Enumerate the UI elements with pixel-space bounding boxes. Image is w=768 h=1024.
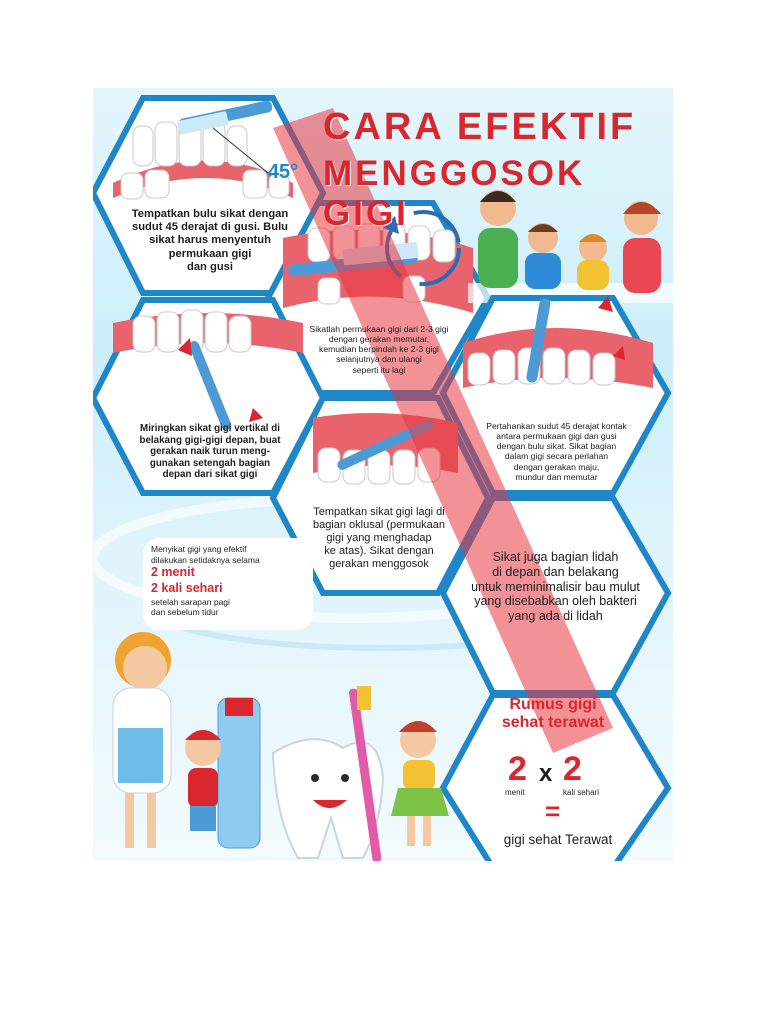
step6-line: yang ada di lidah	[508, 609, 603, 623]
formula-label-times: kali sehari	[563, 788, 600, 797]
step5-line: bagian oklusal (permukaan	[312, 518, 446, 531]
formula-title-line: sehat terawat	[501, 714, 605, 731]
step3-line: Miringkan sikat gigi vertikal di	[140, 423, 280, 434]
step2-line: dengan gerakan memutar,	[328, 334, 430, 345]
step4-line: antara permukaan gigi dan gusi	[496, 431, 617, 442]
step2-line: seperti itu lagi	[352, 364, 406, 375]
step3-line: gunakan setengah bagian	[149, 457, 271, 469]
doctor-illustration	[113, 632, 171, 848]
step4-line: Pertahankan sudut 45 derajat kontak	[486, 421, 627, 431]
note-highlight-duration: 2 menit	[151, 565, 195, 580]
step4-line: dengan gerakan maju,	[513, 461, 600, 472]
step1-line: sikat harus menyentuh	[149, 234, 271, 247]
angle-label: 45°	[267, 161, 299, 183]
step1-line: sudut 45 derajat di gusi. Bulu	[131, 221, 289, 234]
formula-result: gigi sehat Terawat	[503, 832, 613, 847]
note-text	[151, 544, 301, 618]
title-line2: MENGGOSOK GIGI	[323, 154, 586, 233]
formula-label-minutes: menit	[505, 788, 525, 797]
boy-toothpaste-illustration	[185, 698, 260, 848]
formula-number-times: 2	[563, 750, 582, 788]
step3-line: gerakan naik turun meng-	[150, 446, 270, 458]
step2-line: selanjutnya dan ulangi	[336, 354, 422, 365]
step6-text	[453, 550, 658, 624]
step3-line: depan dari sikat gigi	[162, 469, 258, 481]
poster	[93, 88, 673, 861]
note-line: Menyikat gigi yang efektif	[151, 544, 247, 554]
formula-title-line: Rumus gigi	[509, 696, 597, 713]
step6-line: yang disebabkan oleh bakteri	[474, 594, 637, 609]
step2-line: Sikatlah permukaan gigi dari 2-3 gigi	[309, 324, 449, 334]
step6-line: Sikat juga bagian lidah	[492, 550, 619, 564]
note-highlight-frequency: 2 kali sehari	[151, 580, 223, 595]
formula-equals-sign: =	[545, 796, 561, 826]
formula-times-sign: x	[539, 760, 553, 787]
formula-title	[478, 696, 628, 732]
step1-text	[115, 208, 305, 274]
step4-line: dalam gigi secara perlahan	[504, 451, 609, 462]
step5-line: ke atas). Sikat dengan	[324, 544, 434, 557]
step4-line: dengan bulu sikat. Sikat bagian	[496, 441, 617, 452]
formula-number-minutes: 2	[508, 750, 527, 788]
step1-line: dan gusi	[187, 260, 233, 273]
step3-text	[115, 423, 305, 481]
step5-line: Tempatkan sikat gigi lagi di	[313, 506, 445, 518]
step2-line: kemudian berpindah ke 2-3 gigi	[319, 344, 439, 355]
step6-line: di depan dan belakang	[492, 564, 619, 579]
step5-text	[289, 506, 469, 571]
step1-line: Tempatkan bulu sikat dengan	[131, 208, 289, 220]
title-line1: CARA EFEKTIF	[323, 106, 637, 148]
step3-line: belakang gigi-gigi depan, buat	[139, 434, 281, 446]
step1-line: permukaan gigi	[168, 247, 252, 260]
note-line: dan sebelum tidur	[151, 607, 219, 618]
step2-text	[289, 324, 469, 375]
note-line: setelah sarapan pagi	[151, 596, 230, 607]
step4-line: mundur dan memutar	[515, 471, 598, 482]
step5-line: gerakan menggosok	[329, 557, 429, 570]
note-line: dilakukan setidaknya selama	[151, 554, 260, 565]
step5-line: gigi yang menghadap	[326, 531, 432, 544]
step6-line: untuk meminimalisir bau mulut	[471, 579, 640, 594]
step4-text	[459, 421, 654, 482]
